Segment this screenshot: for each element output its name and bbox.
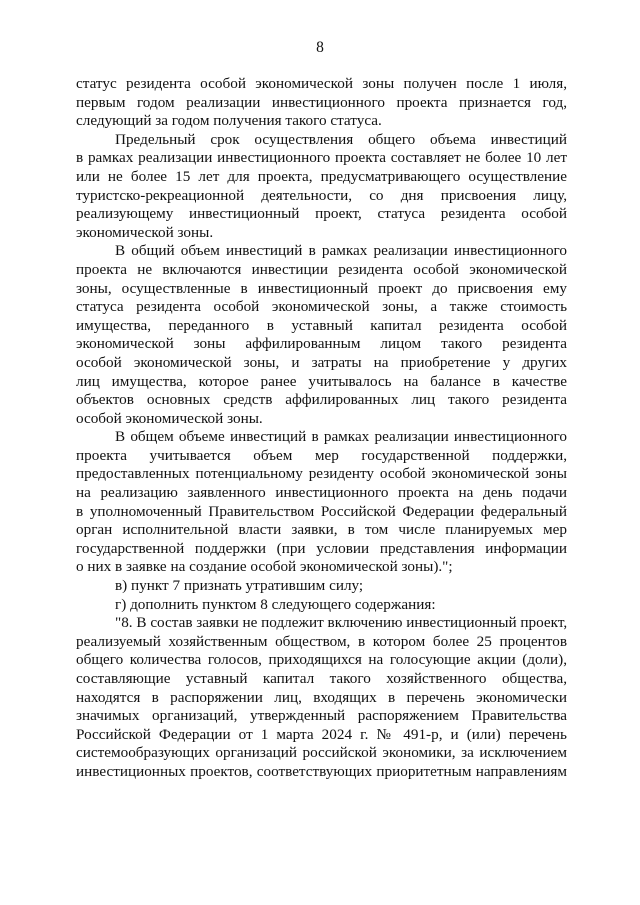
text-line: или не более 15 лет для проекта, предусматривающего осуществление	[76, 167, 567, 185]
text-line: статус резидента особой экономической зоны получен после 1 июля,	[76, 75, 567, 92]
text-line: экономической зоны аффилированным лицом такого резидента	[76, 335, 567, 353]
text-line: лиц имущества, которое ранее учитывалось на балансе в качестве	[76, 372, 567, 390]
text-line: г) дополнить пунктом 8 следующего содержания:	[115, 595, 436, 613]
text-line: зоны, осуществленные в инвестиционный проект до присвоения ему	[76, 279, 567, 297]
page-number: 8	[316, 39, 324, 56]
text-line: общего количества голосов, приходящихся на голосующие акции (доли),	[76, 651, 567, 669]
text-line: реализующему инвестиционный проект, статуса резидента особой	[76, 205, 567, 223]
text-line: находятся в распоряжении лиц, входящих в перечень экономически	[76, 688, 567, 706]
text-line: Предельный срок осуществления общего объема инвестиций	[115, 130, 567, 148]
text-line: В общий объем инвестиций в рамках реализации инвестиционного	[115, 242, 567, 260]
text-line: в) пункт 7 признать утратившим силу;	[115, 577, 364, 595]
text-line: в уполномоченный Правительством Российской Федерации федеральный	[76, 502, 567, 520]
text-line: предоставленных потенциальному резиденту особой экономической зоны	[76, 465, 567, 483]
text-line: государственной поддержки (при условии представления информации	[76, 539, 567, 557]
text-line: "8. В состав заявки не подлежит включению инвестиционный проект,	[115, 614, 568, 632]
text-line: орган исполнительной власти заявки, в том числе планируемых мер	[76, 521, 567, 539]
text-line: особой экономической зоны, и затраты на приобретение у других	[76, 353, 567, 371]
text-line: системообразующих организаций российской экономики, за исключением	[76, 744, 567, 762]
text-line: составляющие уставный капитал такого хозяйственного общества,	[76, 670, 567, 687]
text-line: имущества, переданного в уставный капитал резидента особой	[76, 316, 567, 334]
text-line: экономической зоны.	[76, 223, 214, 241]
text-line: туристско-рекреационной деятельности, со дня присвоения лицу,	[76, 186, 567, 204]
text-line: В общем объеме инвестиций в рамках реализации инвестиционного	[115, 428, 567, 446]
text-line: первым годом реализации инвестиционного проекта признается год,	[76, 93, 567, 111]
text-line: особой экономической зоны.	[76, 409, 263, 427]
text-line: проекта не включаются инвестиции резидента особой экономической	[76, 260, 567, 278]
text-line: объектов основных средств аффилированных лиц такого резидента	[76, 391, 567, 409]
document-body	[76, 75, 567, 782]
text-line: в рамках реализации инвестиционного проекта составляет не более 10 лет	[76, 149, 567, 167]
text-line: на реализацию заявленного инвестиционного проекта на день подачи	[76, 484, 567, 502]
text-line: о них в заявке на создание особой экономической зоны).";	[76, 558, 453, 576]
text-line: реализуемый хозяйственным обществом, в котором более 25 процентов	[76, 632, 567, 650]
text-line: значимых организаций, утвержденный распоряжением Правительства	[76, 707, 567, 725]
text-line: проекта учитывается объем мер государственной поддержки,	[76, 446, 567, 464]
text-line: статуса резидента особой экономической зоны, а также стоимость	[76, 298, 567, 316]
text-line: следующий за годом получения такого статуса.	[76, 112, 382, 130]
text-line: инвестиционных проектов, соответствующих приоритетным направлениям	[76, 762, 567, 780]
text-line: Российской Федерации от 1 марта 2024 г. № 491-р, и (или) перечень	[76, 725, 567, 743]
